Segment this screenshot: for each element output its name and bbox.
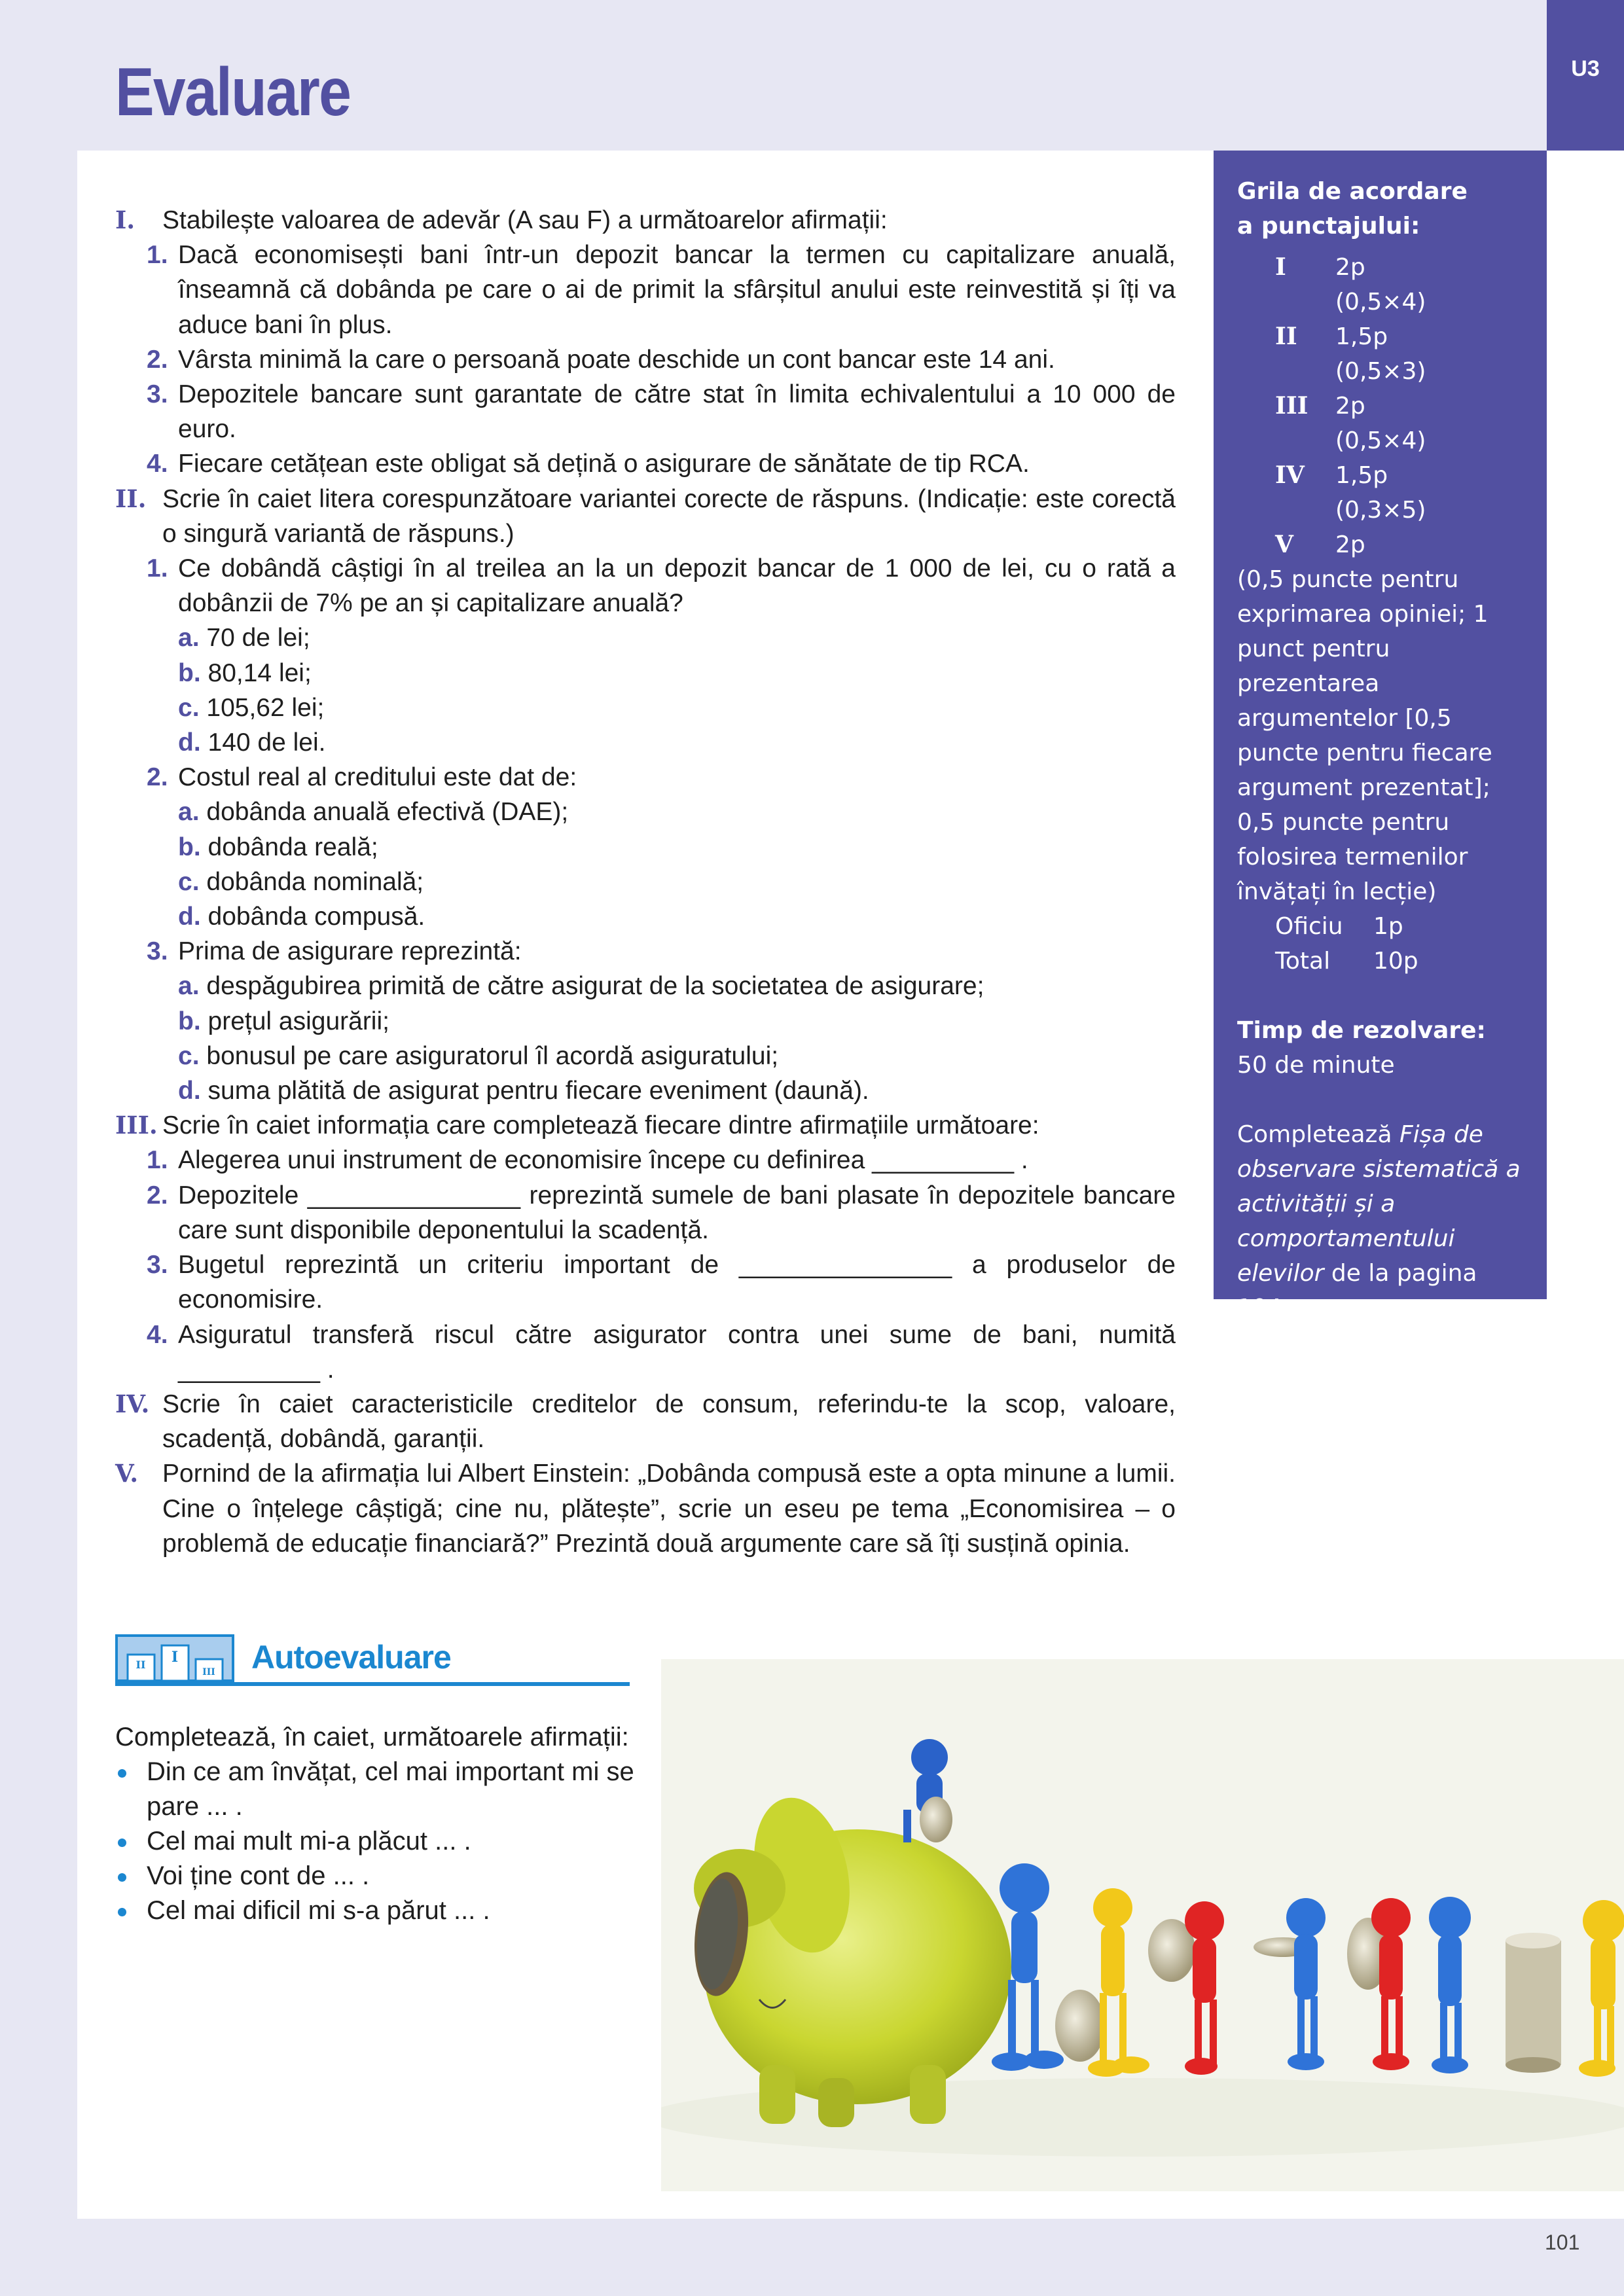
section-text: Scrie în caiet caracteristicile creditelor de consum, referindu-te la scop, valoare, scadență, dobândă, garanții.: [162, 1390, 1176, 1454]
score-points: 2p: [1335, 254, 1365, 281]
section-text: Scrie în caiet litera corespunzătoare variantei corecte de răspuns. (Indicație: este corectă o singură variantă de răspuns.): [162, 484, 1176, 548]
item-text: Bugetul reprezintă un criteriu important de _______________ a produselor de economisire.: [178, 1251, 1176, 1314]
section-iii: [115, 1108, 1176, 1143]
page-title: Evaluare: [115, 54, 351, 130]
item-text: Ce dobândă câștigi în al treilea an la un depozit bancar de 1 000 de lei, cu o rată a dobânzii de 7% pe an și capitalizare anuală?: [178, 554, 1176, 618]
scoring-note: (0,5 puncte pentru exprimarea opiniei; 1 punct pentru prezentarea argumentelor [0,5 puncte pentru fiecare argument prezentat]; 0,5 puncte pentru folosirea termenilor învățați în lecție): [1237, 566, 1492, 905]
question-item: [115, 1143, 1176, 1177]
scoring-title-line: a punctajului:: [1237, 213, 1420, 240]
section-number: V.: [115, 1459, 139, 1488]
question-item: [115, 551, 1176, 620]
option-text: 80,14 lei;: [208, 658, 312, 687]
piggy-bank-photo: [661, 1659, 1624, 2191]
question-item: [115, 1318, 1176, 1387]
option-text: dobânda anuală efectivă (DAE);: [206, 798, 569, 827]
instruction-text: Completează: [1237, 1121, 1399, 1148]
score-row: [1237, 389, 1523, 423]
question-item: [115, 934, 1176, 969]
option-letter: a.: [178, 972, 200, 1001]
answer-option: [115, 969, 1176, 1003]
self-assessment-underline: [115, 1682, 630, 1686]
item-text: Depozitele _______________ reprezintă sumele de bani plasate în depozitele bancare care sunt disponibile deponentului la scadență.: [178, 1181, 1176, 1244]
self-assessment-item: Din ce am învățat, cel mai important mi se pare ... .: [115, 1755, 639, 1824]
section-text: Pornind de la afirmația lui Albert Einstein: „Dobânda compusă este a opta minune a lumii. Cine o înțelege câștigă; cine nu, plătește”, scrie un eseu pe tema „Economisirea – o problemă de educație financiară?” Prezintă două argumente care să îți susțină opinia.: [162, 1460, 1176, 1558]
podium-icon: [115, 1634, 234, 1686]
score-row: [1237, 319, 1523, 354]
oficiu-value: 1p: [1373, 913, 1403, 940]
question-item: [115, 238, 1176, 342]
item-text: Costul real al creditului este dat de:: [178, 763, 577, 792]
answer-option: [115, 620, 1176, 655]
answer-option: [115, 1004, 1176, 1039]
option-letter: c.: [178, 1041, 200, 1070]
option-letter: d.: [178, 903, 201, 931]
self-assessment-item: Cel mai mult mi-a plăcut ... .: [115, 1824, 639, 1859]
unit-label: U3: [1571, 56, 1600, 81]
option-text: dobânda reală;: [208, 833, 378, 861]
time-value: 50 de minute: [1237, 1052, 1395, 1079]
self-assessment-item: Voi ține cont de ... .: [115, 1859, 639, 1893]
self-assessment-item: Cel mai dificil mi s-a părut ... .: [115, 1893, 639, 1928]
score-detail: (0,5×3): [1335, 358, 1426, 385]
item-number: 3.: [147, 937, 168, 966]
score-points: 2p: [1335, 393, 1365, 420]
score-detail: (0,5×4): [1335, 289, 1426, 315]
observation-sheet-title: Fișa de observare sistematică a activității și a comportamentului elevilor: [1237, 1121, 1521, 1287]
score-points: 1,5p: [1335, 462, 1388, 489]
oficiu-label: Oficiu: [1275, 913, 1343, 940]
answer-option: [115, 865, 1176, 899]
option-letter: b.: [178, 833, 201, 861]
item-text: Fiecare cetățean este obligat să dețină o asigurare de sănătate de tip RCA.: [178, 450, 1030, 478]
score-section: III: [1275, 392, 1308, 420]
self-assessment-list: [115, 1755, 639, 1928]
option-letter: c.: [178, 693, 200, 722]
total-value: 10p: [1373, 948, 1418, 975]
self-assessment-body: [115, 1720, 639, 1928]
item-text: Prima de asigurare reprezintă:: [178, 937, 522, 966]
option-letter: b.: [178, 1007, 201, 1035]
option-text: bonusul pe care asiguratorul îl acordă asiguratului;: [206, 1041, 779, 1070]
instruction-text: de la pagina 104.: [1237, 1260, 1477, 1321]
option-letter: d.: [178, 728, 201, 757]
item-number: 2.: [147, 1181, 168, 1210]
evaluation-questions: [115, 203, 1176, 1561]
score-section: IV: [1275, 461, 1305, 489]
answer-option: [115, 899, 1176, 934]
piggy-bank-illustration: [661, 1659, 1624, 2191]
question-item: [115, 342, 1176, 377]
section-number: III.: [115, 1111, 158, 1140]
answer-option: [115, 656, 1176, 691]
total-label: Total: [1275, 948, 1331, 975]
option-letter: b.: [178, 658, 201, 687]
scoring-sidebar: [1214, 151, 1547, 1321]
score-section: V: [1275, 531, 1293, 558]
question-item: [115, 1247, 1176, 1317]
option-text: 105,62 lei;: [206, 693, 325, 722]
item-number: 4.: [147, 450, 168, 478]
item-text: Vârsta minimă la care o persoană poate deschide un cont bancar este 14 ani.: [178, 345, 1055, 374]
question-item: [115, 1178, 1176, 1247]
podium-label-2: II: [135, 1659, 146, 1671]
time-label: Timp de rezolvare:: [1237, 1017, 1486, 1044]
option-letter: a.: [178, 624, 200, 653]
question-item: [115, 377, 1176, 446]
item-text: Dacă economisești bani într-un depozit bancar la termen cu capitalizare anuală, înseamnă că dobânda pe care o ai de primit la sfârșitul anului este reinvestită și îți va aduce bani în plus.: [178, 241, 1176, 339]
score-detail: (0,5×4): [1335, 427, 1426, 454]
score-section: II: [1275, 323, 1297, 350]
section-number: IV.: [115, 1389, 150, 1418]
podium-label-1: I: [171, 1649, 179, 1666]
answer-option: [115, 725, 1176, 760]
item-number: 4.: [147, 1320, 168, 1349]
self-assessment-header: [115, 1634, 630, 1686]
score-section: I: [1275, 253, 1286, 281]
section-number: I.: [115, 206, 135, 234]
option-text: prețul asigurării;: [208, 1007, 389, 1035]
item-number: 2.: [147, 345, 168, 374]
score-row: [1237, 528, 1523, 562]
item-text: Alegerea unui instrument de economisire începe cu definirea __________ .: [178, 1146, 1028, 1175]
podium-label-3: III: [202, 1667, 215, 1677]
item-text: Depozitele bancare sunt garantate de către stat în limita echivalentului a 10 000 de euro.: [178, 380, 1176, 444]
answer-option: [115, 691, 1176, 725]
score-row: [1237, 458, 1523, 493]
answer-option: [115, 1039, 1176, 1073]
question-item: [115, 446, 1176, 481]
scoring-title: [1237, 174, 1523, 243]
score-detail: (0,3×5): [1335, 497, 1426, 524]
score-row: [1237, 250, 1523, 285]
section-iv: [115, 1387, 1176, 1456]
self-assessment-intro: Completează, în caiet, următoarele afirmații:: [115, 1723, 629, 1751]
item-number: 3.: [147, 1251, 168, 1280]
item-text: Asiguratul transferă riscul către asigurator contra unei sume de bani, numită __________ .: [178, 1320, 1176, 1384]
item-number: 1.: [147, 554, 168, 583]
total-row: [1237, 944, 1523, 978]
option-text: 140 de lei.: [208, 728, 326, 757]
section-text: Stabilește valoarea de adevăr (A sau F) a următoarelor afirmații:: [162, 206, 888, 234]
item-number: 1.: [147, 1146, 168, 1175]
option-text: despăgubirea primită de către asigurat de la societatea de asigurare;: [206, 972, 984, 1001]
unit-tab: [1547, 0, 1624, 151]
section-text: Scrie în caiet informația care completează fiecare dintre afirmațiile următoare:: [162, 1111, 1039, 1140]
section-ii: [115, 482, 1176, 551]
score-points: 1,5p: [1335, 323, 1388, 350]
option-text: suma plătită de asigurat pentru fiecare eveniment (daună).: [208, 1077, 869, 1105]
answer-option: [115, 1073, 1176, 1108]
scoring-title-line: Grila de acordare: [1237, 178, 1468, 205]
option-letter: a.: [178, 798, 200, 827]
page-number: 101: [1545, 2231, 1580, 2254]
option-text: dobânda nominală;: [206, 867, 424, 896]
item-number: 2.: [147, 763, 168, 792]
question-item: [115, 760, 1176, 795]
oficiu-row: [1237, 909, 1523, 944]
item-number: 1.: [147, 241, 168, 270]
option-letter: d.: [178, 1077, 201, 1105]
self-assessment-title: Autoevaluare: [251, 1639, 451, 1676]
score-points: 2p: [1335, 531, 1365, 558]
coin-stack: [1506, 1933, 1561, 2073]
section-number: II.: [115, 484, 147, 513]
option-text: 70 de lei;: [206, 624, 310, 653]
answer-option: [115, 795, 1176, 829]
answer-option: [115, 830, 1176, 865]
observation-instruction: [1237, 1117, 1523, 1325]
item-number: 3.: [147, 380, 168, 409]
option-text: dobânda compusă.: [208, 903, 425, 931]
option-letter: c.: [178, 867, 200, 896]
score-table: [1237, 250, 1523, 562]
section-i: [115, 203, 1176, 238]
section-v: [115, 1456, 1176, 1561]
